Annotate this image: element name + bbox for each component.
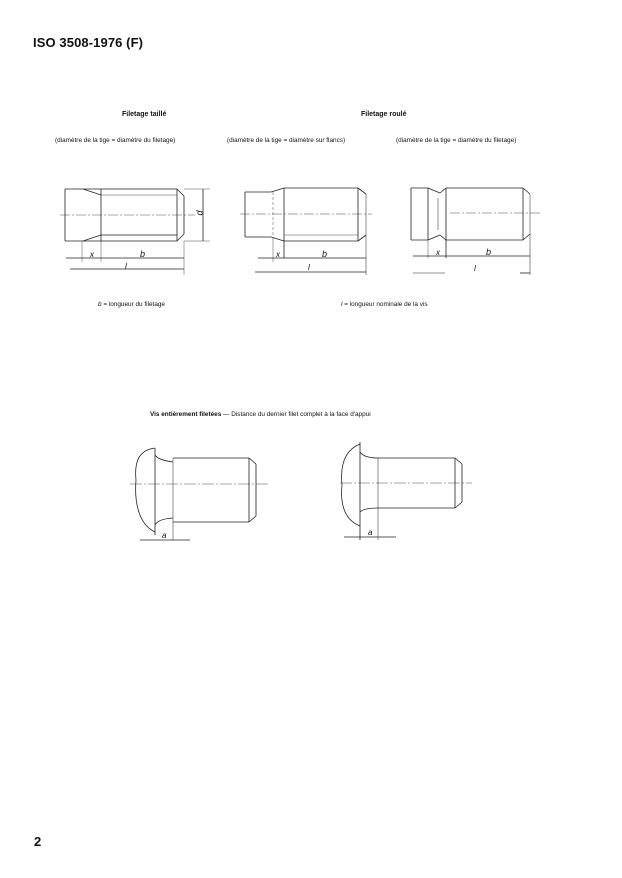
page-number: 2 xyxy=(34,834,42,849)
dim-label-d: d xyxy=(194,210,205,216)
drawing-full-thread-1 xyxy=(130,448,268,540)
title-cut-thread: Filetage taillé xyxy=(122,111,167,118)
dim-label-a-1: a xyxy=(162,531,167,540)
dim-label-l-2: l xyxy=(308,263,310,272)
legend-b xyxy=(98,301,165,308)
dim-label-x-2: x xyxy=(276,250,280,259)
dim-label-a-2: a xyxy=(368,528,373,537)
section-title-fully-threaded xyxy=(150,411,371,418)
dim-label-b-1: b xyxy=(140,249,146,259)
dim-label-l-1: l xyxy=(125,262,127,271)
standard-header: ISO 3508-1976 (F) xyxy=(33,35,144,50)
caption-1: (diamètre de la tige = diamètre du filetage) xyxy=(55,137,176,144)
drawing-rolled-flank xyxy=(240,188,372,275)
drawing-rolled-full xyxy=(411,188,540,275)
drawing-full-thread-2 xyxy=(340,442,472,540)
dim-label-x-3: x xyxy=(436,248,440,257)
legend-b-symbol: b xyxy=(98,301,102,308)
legend-b-text: = longueur du filetage xyxy=(103,301,165,308)
legend-l xyxy=(341,301,428,308)
dim-label-b-2: b xyxy=(322,249,328,259)
section-title-bold: Vis entièrement filetées xyxy=(150,411,222,418)
caption-3: (diamètre de la tige = diamètre du filetage) xyxy=(396,137,517,144)
dim-label-l-3: l xyxy=(474,264,476,273)
title-rolled-thread: Filetage roulé xyxy=(361,111,407,118)
section-title-rest: — Distance du dernier filet complet à la face d'appui xyxy=(221,411,371,418)
dim-label-b-3: b xyxy=(486,247,492,257)
caption-2: (diamètre de la tige = diamètre sur flancs) xyxy=(227,137,346,144)
dim-label-x-1: x xyxy=(90,250,94,259)
legend-l-symbol: l xyxy=(341,301,343,308)
legend-l-text: = longueur nominale de la vis xyxy=(344,301,428,308)
drawing-cut-thread xyxy=(60,189,210,275)
